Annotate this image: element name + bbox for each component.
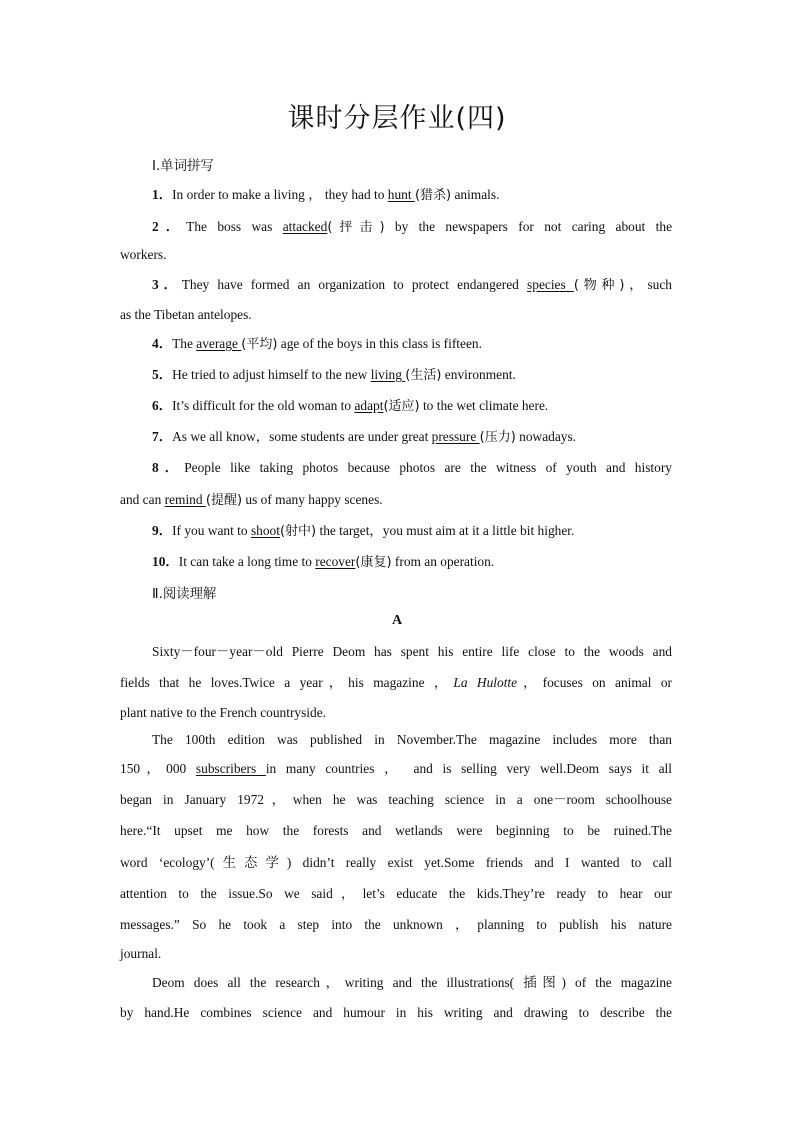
question-9: 9．If you want to shoot(射中) the target，you must aim at it a little bit higher. — [152, 523, 575, 539]
question-3: 3．They have formed an organization to protect endangered species (物种)，such — [152, 277, 672, 293]
question-2: 2．The boss was attacked(抨击) by the newspapers for not caring about the — [152, 219, 673, 235]
answer: species — [527, 277, 574, 292]
question-2-continued: workers. — [120, 247, 167, 262]
paragraph-1-line: plant native to the French countryside. — [120, 705, 327, 720]
paragraph-1-line: Sixty－four－year－old Pierre Deom has spent his entire life close to the woods and — [152, 644, 672, 659]
answer: shoot — [250, 523, 280, 538]
question-8-continued: and can remind (提醒) us of many happy scenes. — [120, 492, 383, 508]
answer: hunt — [387, 187, 415, 202]
question-4: 4．The average (平均) age of the boys in this class is fifteen. — [152, 336, 482, 352]
answer: average — [196, 336, 242, 351]
section-heading-spelling: Ⅰ.单词拼写 — [152, 159, 214, 174]
paragraph-2-line: began in January 1972，when he was teaching science in a one－room schoolhouse — [120, 792, 672, 807]
paragraph-2-line: journal. — [120, 946, 162, 961]
paragraph-2-line: 150，000 subscribers in many countries ， and is selling very well.Deom says it all — [120, 761, 672, 776]
answer: recover — [315, 554, 356, 569]
page-title: 课时分层作业(四) — [287, 103, 507, 134]
question-8: 8．People like taking photos because photos are the witness of youth and history — [152, 460, 672, 475]
question-6: 6．It’s difficult for the old woman to adapt(适应) to the wet climate here. — [152, 398, 549, 414]
question-number: 3． — [152, 277, 182, 292]
paragraph-2-line: word ‘ecology’(生态学) didn’t really exist yet.Some friends and I wanted to call — [120, 855, 672, 870]
passage-letter: A — [391, 613, 403, 628]
answer: pressure — [431, 429, 480, 444]
magazine-name: La Hulotte — [453, 675, 518, 690]
paragraph-2-line: The 100th edition was published in November.The magazine includes more than — [152, 732, 672, 747]
question-number: 10． — [152, 554, 179, 569]
question-number: 9． — [152, 523, 173, 538]
question-3-continued: as the Tibetan antelopes. — [120, 307, 252, 322]
answer: living — [370, 367, 406, 382]
question-number: 5． — [152, 367, 173, 382]
question-number: 6． — [152, 398, 173, 413]
paragraph-2-line: attention to the issue.So we said，let’s educate the kids.They’re ready to hear our — [120, 886, 672, 901]
answer: remind — [164, 492, 206, 507]
question-1: 1．In order to make a living ， they had to hunt (猎杀) animals. — [152, 187, 500, 203]
paragraph-1-line: fields that he loves.Twice a year，his magazine ，La Hulotte，focuses on animal or — [120, 675, 673, 690]
question-number: 7． — [152, 429, 173, 444]
answer: adapt — [354, 398, 384, 413]
question-10: 10．It can take a long time to recover(康复) from an operation. — [152, 554, 495, 570]
question-5: 5．He tried to adjust himself to the new living (生活) environment. — [152, 367, 516, 383]
question-7: 7．As we all know，some students are under great pressure (压力) nowadays. — [152, 429, 577, 445]
section-heading-reading: Ⅱ.阅读理解 — [152, 587, 217, 602]
paragraph-3-line: by hand.He combines science and humour in his writing and drawing to describe the — [120, 1005, 672, 1020]
question-number: 1． — [152, 187, 173, 202]
answer: attacked — [282, 219, 328, 234]
question-number: 8． — [152, 460, 185, 475]
question-number: 4． — [152, 336, 173, 351]
paragraph-2-line: here.“It upset me how the forests and wetlands were beginning to be ruined.The — [120, 823, 672, 838]
question-number: 2． — [152, 219, 187, 234]
paragraph-3-line: Deom does all the research，writing and the illustrations( 插图) of the magazine — [152, 975, 672, 990]
underlined-word: subscribers — [195, 761, 266, 776]
paragraph-2-line: messages.” So he took a step into the unknown ，planning to publish his nature — [120, 917, 672, 932]
